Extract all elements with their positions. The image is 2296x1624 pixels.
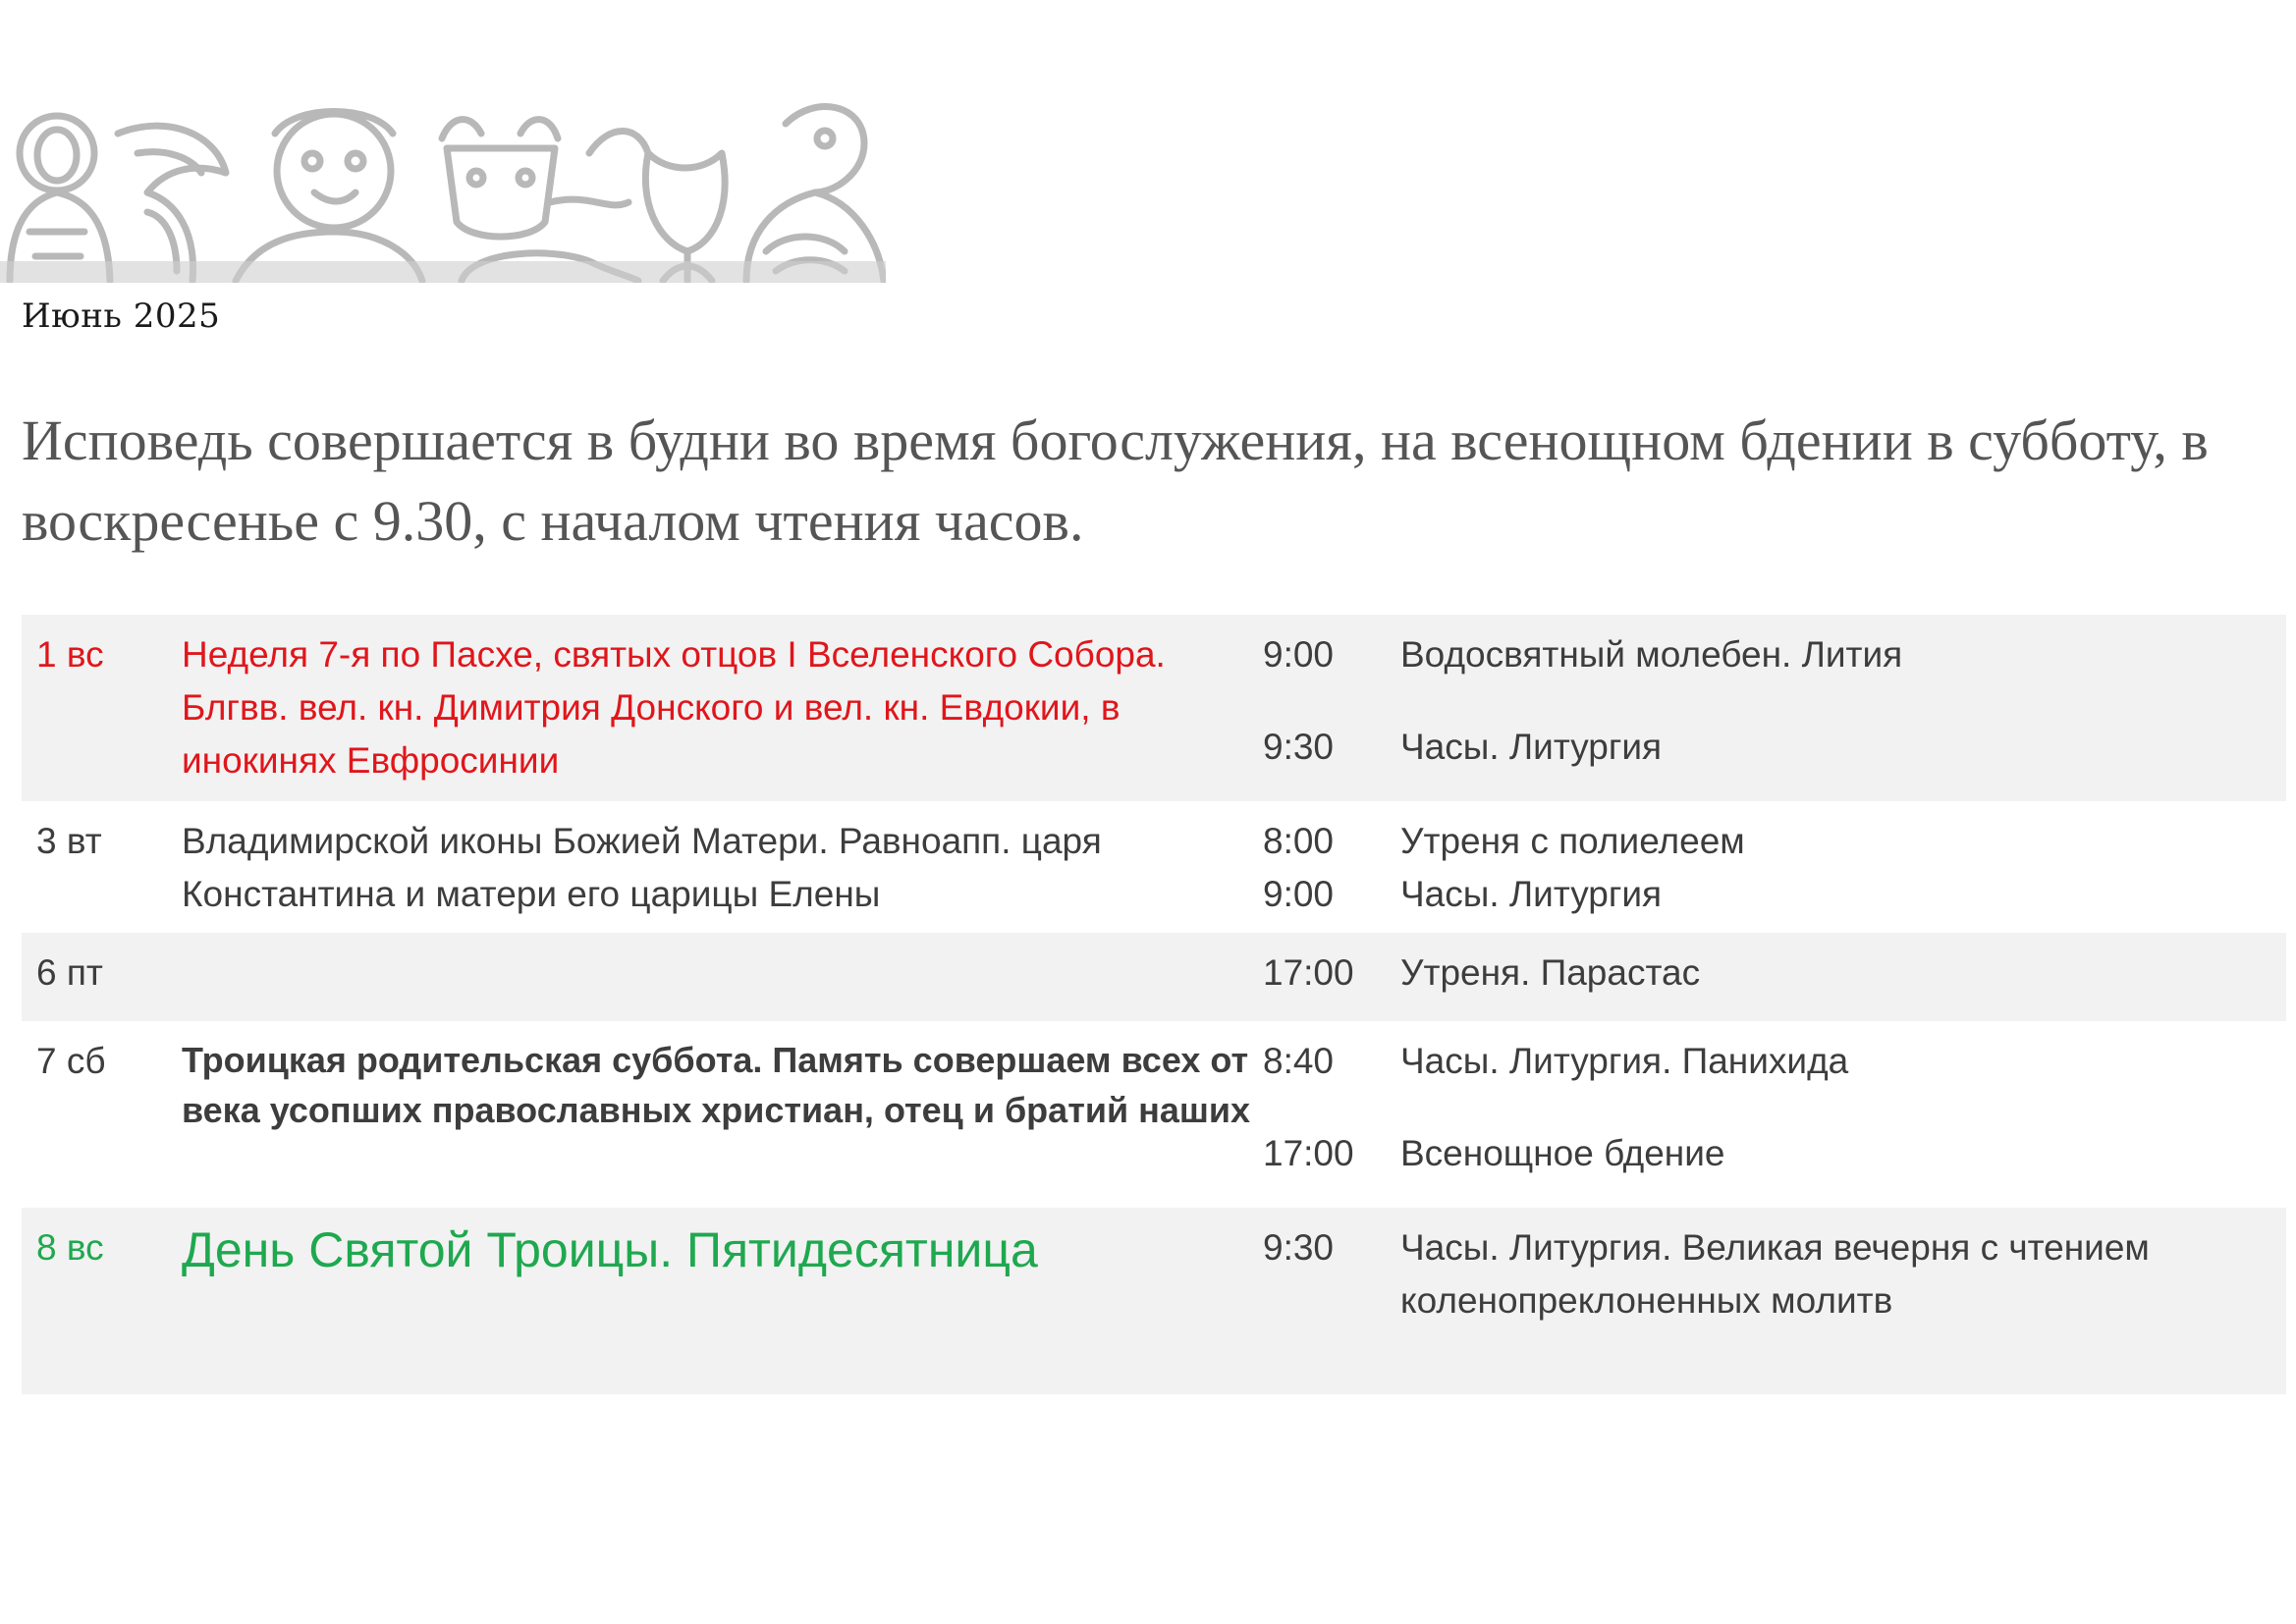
day-date: 1 вс bbox=[36, 634, 104, 675]
service-name: Часы. Литургия bbox=[1400, 874, 1663, 914]
service-item bbox=[1263, 1221, 2265, 1327]
service-item bbox=[1263, 721, 2265, 774]
service-name: Всенощное бдение bbox=[1400, 1133, 1725, 1173]
table-row bbox=[22, 615, 2286, 801]
day-title: День Святой Троицы. Пятидесятница bbox=[182, 1222, 1038, 1277]
day-date: 8 вс bbox=[36, 1227, 104, 1268]
day-date: 3 вт bbox=[36, 821, 102, 861]
service-list bbox=[1263, 1221, 2265, 1327]
month-heading: Июнь 2025 bbox=[22, 297, 221, 336]
service-time: 9:00 bbox=[1263, 874, 1335, 914]
service-time: 17:00 bbox=[1263, 1133, 1354, 1173]
service-item bbox=[1263, 1127, 2265, 1180]
service-time: 17:00 bbox=[1263, 952, 1354, 993]
service-time: 9:00 bbox=[1263, 634, 1335, 675]
table-row bbox=[22, 1208, 2286, 1394]
service-list bbox=[1263, 628, 2265, 774]
service-time: 9:30 bbox=[1263, 727, 1335, 767]
day-date: 6 пт bbox=[36, 952, 103, 993]
service-name: Часы. Литургия bbox=[1400, 727, 1663, 767]
service-name: Утреня с полиелеем bbox=[1400, 821, 1745, 861]
service-name: Утреня. Парастас bbox=[1400, 952, 1701, 993]
day-date: 7 сб bbox=[36, 1041, 106, 1081]
service-list bbox=[1263, 947, 2265, 1000]
service-item bbox=[1263, 628, 2265, 681]
table-row bbox=[22, 933, 2286, 1021]
service-item bbox=[1263, 868, 2265, 921]
service-item bbox=[1263, 815, 2265, 868]
service-name: Водосвятный молебен. Лития bbox=[1400, 634, 1903, 675]
service-name: Часы. Литургия. Великая вечерня с чтением коленопреклоненных молитв bbox=[1400, 1227, 2150, 1321]
service-time: 9:30 bbox=[1263, 1227, 1335, 1268]
service-time: 8:40 bbox=[1263, 1041, 1335, 1081]
service-time: 8:00 bbox=[1263, 821, 1335, 861]
service-list bbox=[1263, 1035, 2265, 1180]
day-title: Неделя 7-я по Пасхе, святых отцов I Вселенского Собора. Блгвв. вел. кн. Димитрия Донского и вел. кн. Евдокии, в инокинях Евфросинии bbox=[182, 634, 1166, 781]
table-row bbox=[22, 1021, 2286, 1208]
service-item bbox=[1263, 947, 2265, 1000]
day-title: Владимирской иконы Божией Матери. Равноапп. царя Константина и матери его царицы Елены bbox=[182, 821, 1102, 914]
table-row bbox=[22, 801, 2286, 933]
day-title: Троицкая родительская суббота. Память совершаем всех от века усопших православных христиан, отец и братий наших bbox=[182, 1040, 1251, 1130]
folk-ornament-banner-icon bbox=[0, 94, 886, 283]
schedule-table bbox=[22, 615, 2286, 1394]
service-list bbox=[1263, 815, 2265, 921]
confession-notice: Исповедь совершается в будни во время богослужения, на всенощном бдении в субботу, в воскресенье с 9.30, с началом чтения часов. bbox=[22, 408, 2209, 553]
service-name: Часы. Литургия. Панихида bbox=[1400, 1041, 1849, 1081]
service-item bbox=[1263, 1035, 2265, 1088]
